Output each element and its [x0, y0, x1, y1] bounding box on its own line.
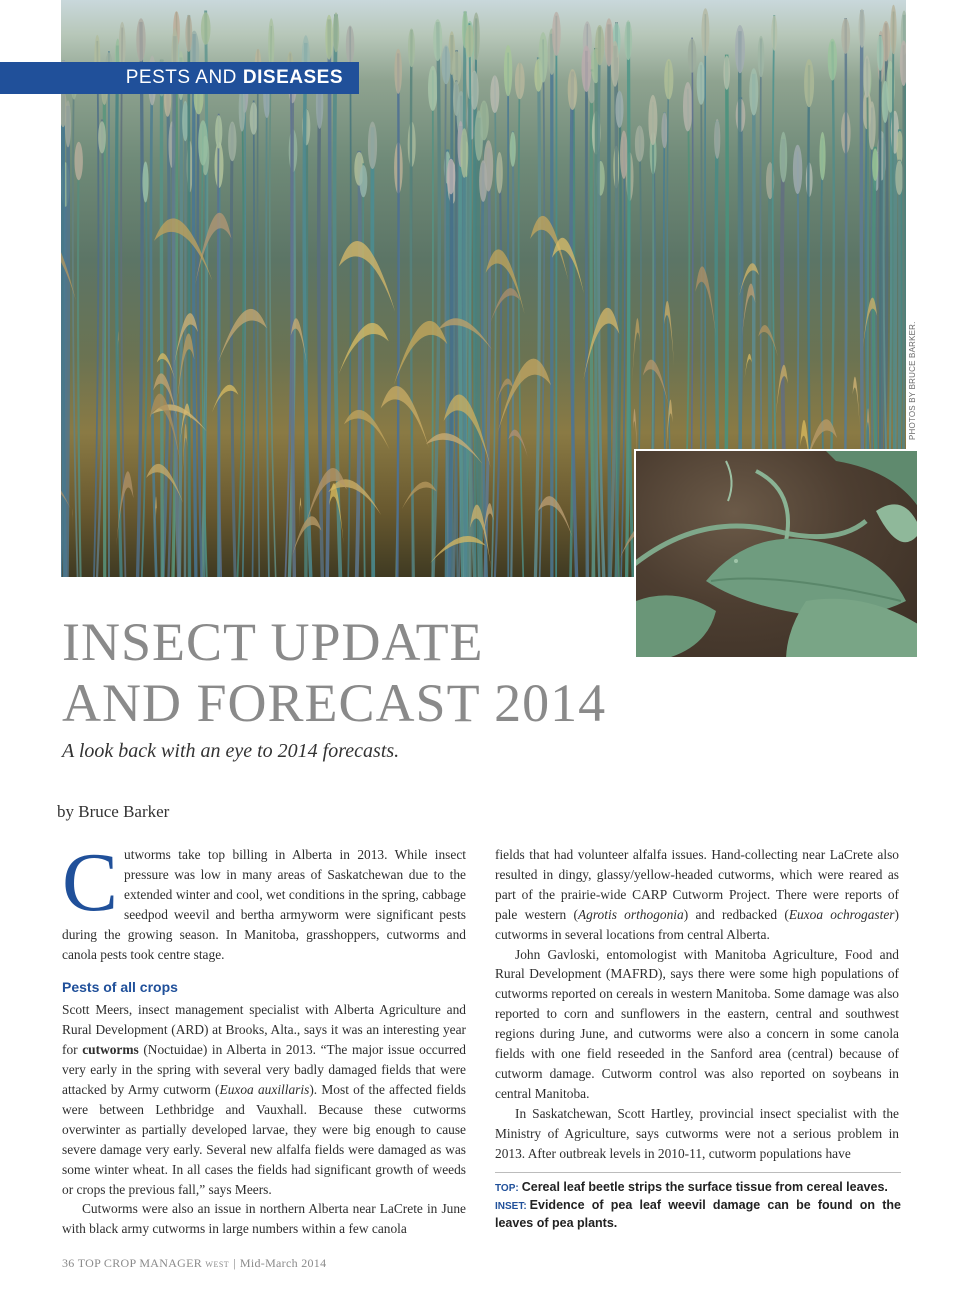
article-deck: A look back with an eye to 2014 forecasts. — [62, 740, 400, 762]
body-paragraph — [495, 845, 899, 945]
caption-top-label: TOP: — [495, 1183, 519, 1194]
p1-text-a: Scott Meers, insect management specialist with Alberta Agriculture and Rural Development (ARD) at Brooks, Alta., says it was an interesting year for — [62, 1002, 466, 1058]
section-tag-part2: DISEASES — [242, 67, 343, 88]
body-paragraph: John Gavloski, entomologist with Manitoba Agriculture, Food and Rural Development (MAFRD), says there were some high populations of cutworms reported on cereals in western Manitoba. Some damage was also reported to corn and sunflowers in the eastern, central and southwest regions during June, and cutworms were also a concern in some canola fields with one field reseeded in the Sanford area (central) because of cutworm damage. Cutworm control was also reported on soybeans in central Manitoba. — [495, 946, 899, 1101]
issue-date: Mid-March 2014 — [239, 1256, 327, 1270]
publication-edition: WEST — [205, 1260, 230, 1269]
body-column-right — [495, 845, 899, 1164]
drop-cap: C — [62, 836, 119, 929]
photo-captions — [495, 1172, 901, 1231]
p1-text-b: (Noctuidae) in Alberta in 2013. “The major issue occurred very early in the spring with several very badly damaged fields that were attacked by Army cutworm ( — [62, 1042, 467, 1097]
page-number: 36 — [62, 1256, 75, 1270]
page-footer — [62, 1256, 326, 1271]
subhead-pests-of-all-crops: Pests of all crops — [62, 979, 178, 996]
p3-species-2: Euxoa ochrogaster — [788, 906, 895, 922]
article-title-line2: AND FORECAST 2014 — [62, 673, 607, 733]
caption-inset-text: Evidence of pea leaf weevil damage can be found on the leaves of pea plants. — [495, 1198, 901, 1230]
p1-species: Euxoa auxillaris — [219, 1081, 310, 1097]
caption-inset-label: INSET: — [495, 1201, 527, 1212]
intro-paragraph — [62, 836, 466, 964]
pea-leaf-illustration — [636, 451, 919, 659]
p3-text-c: ) cutworms in several locations from central Alberta. — [495, 906, 899, 942]
section-tag — [0, 62, 359, 94]
footer-separator: | — [233, 1256, 236, 1270]
photo-credit-text: PHOTOS BY BRUCE BARKER. — [908, 321, 917, 440]
p1-term: cutworms — [82, 1042, 139, 1058]
body-paragraph: Cutworms were also an issue in northern Alberta near LaCrete in June with black army cutworms in large numbers within a few canola — [62, 1201, 466, 1237]
byline: by Bruce Barker — [57, 802, 170, 821]
intro-text: utworms take top billing in Alberta in 2013. While insect pressure was low in many areas of Saskatchewan due to the extended winter and cool, wet conditions in the spring, cabbage seedpod weevil and bertha armyworm were significant pests during the growing season. In Manitoba, grasshoppers, cutworms and canola pests took centre stage. — [62, 847, 466, 962]
article-title — [62, 612, 662, 734]
body-column-left — [62, 836, 467, 1239]
section-tag-part1: PESTS AND — [125, 67, 237, 88]
publication-name: TOP CROP MANAGER — [77, 1256, 203, 1270]
caption-inset — [495, 1197, 901, 1231]
body-paragraph: In Saskatchewan, Scott Hartley, provincial insect specialist with the Ministry of Agriculture, says cutworms were not a serious problem in 2013. After outbreak levels in 2010-11, cutworm populations have — [495, 1105, 899, 1161]
article-title-line1: INSECT UPDATE — [62, 612, 484, 672]
p3-text-a: fields that had volunteer alfalfa issues. Hand-collecting near LaCrete also resulted in dingy, glassy/yellow-headed cutworms, which were reared as part of the prairie-wide CARP Cutworm Project. There were reports of pale western ( — [495, 847, 899, 922]
p3-species-1: Agrotis orthogonia — [577, 906, 684, 922]
caption-top — [495, 1179, 901, 1197]
p1-text-c: ). Most of the affected fields were between Lethbridge and Vauxhall. Because these cutworms overwinter as partially developed larvae, they were big enough to cause severe damage very early. Several new alfalfa fields were damaged as was some winter wheat. In all cases the fields had significant growth of weeds or crops the previous fall,” says Meers. — [62, 1081, 467, 1197]
caption-top-text: Cereal leaf beetle strips the surface tissue from cereal leaves. — [521, 1180, 888, 1194]
inset-photo-pea-leaves — [634, 449, 919, 659]
p3-text-b: ) and redbacked ( — [683, 906, 789, 922]
body-paragraph — [62, 1000, 466, 1199]
